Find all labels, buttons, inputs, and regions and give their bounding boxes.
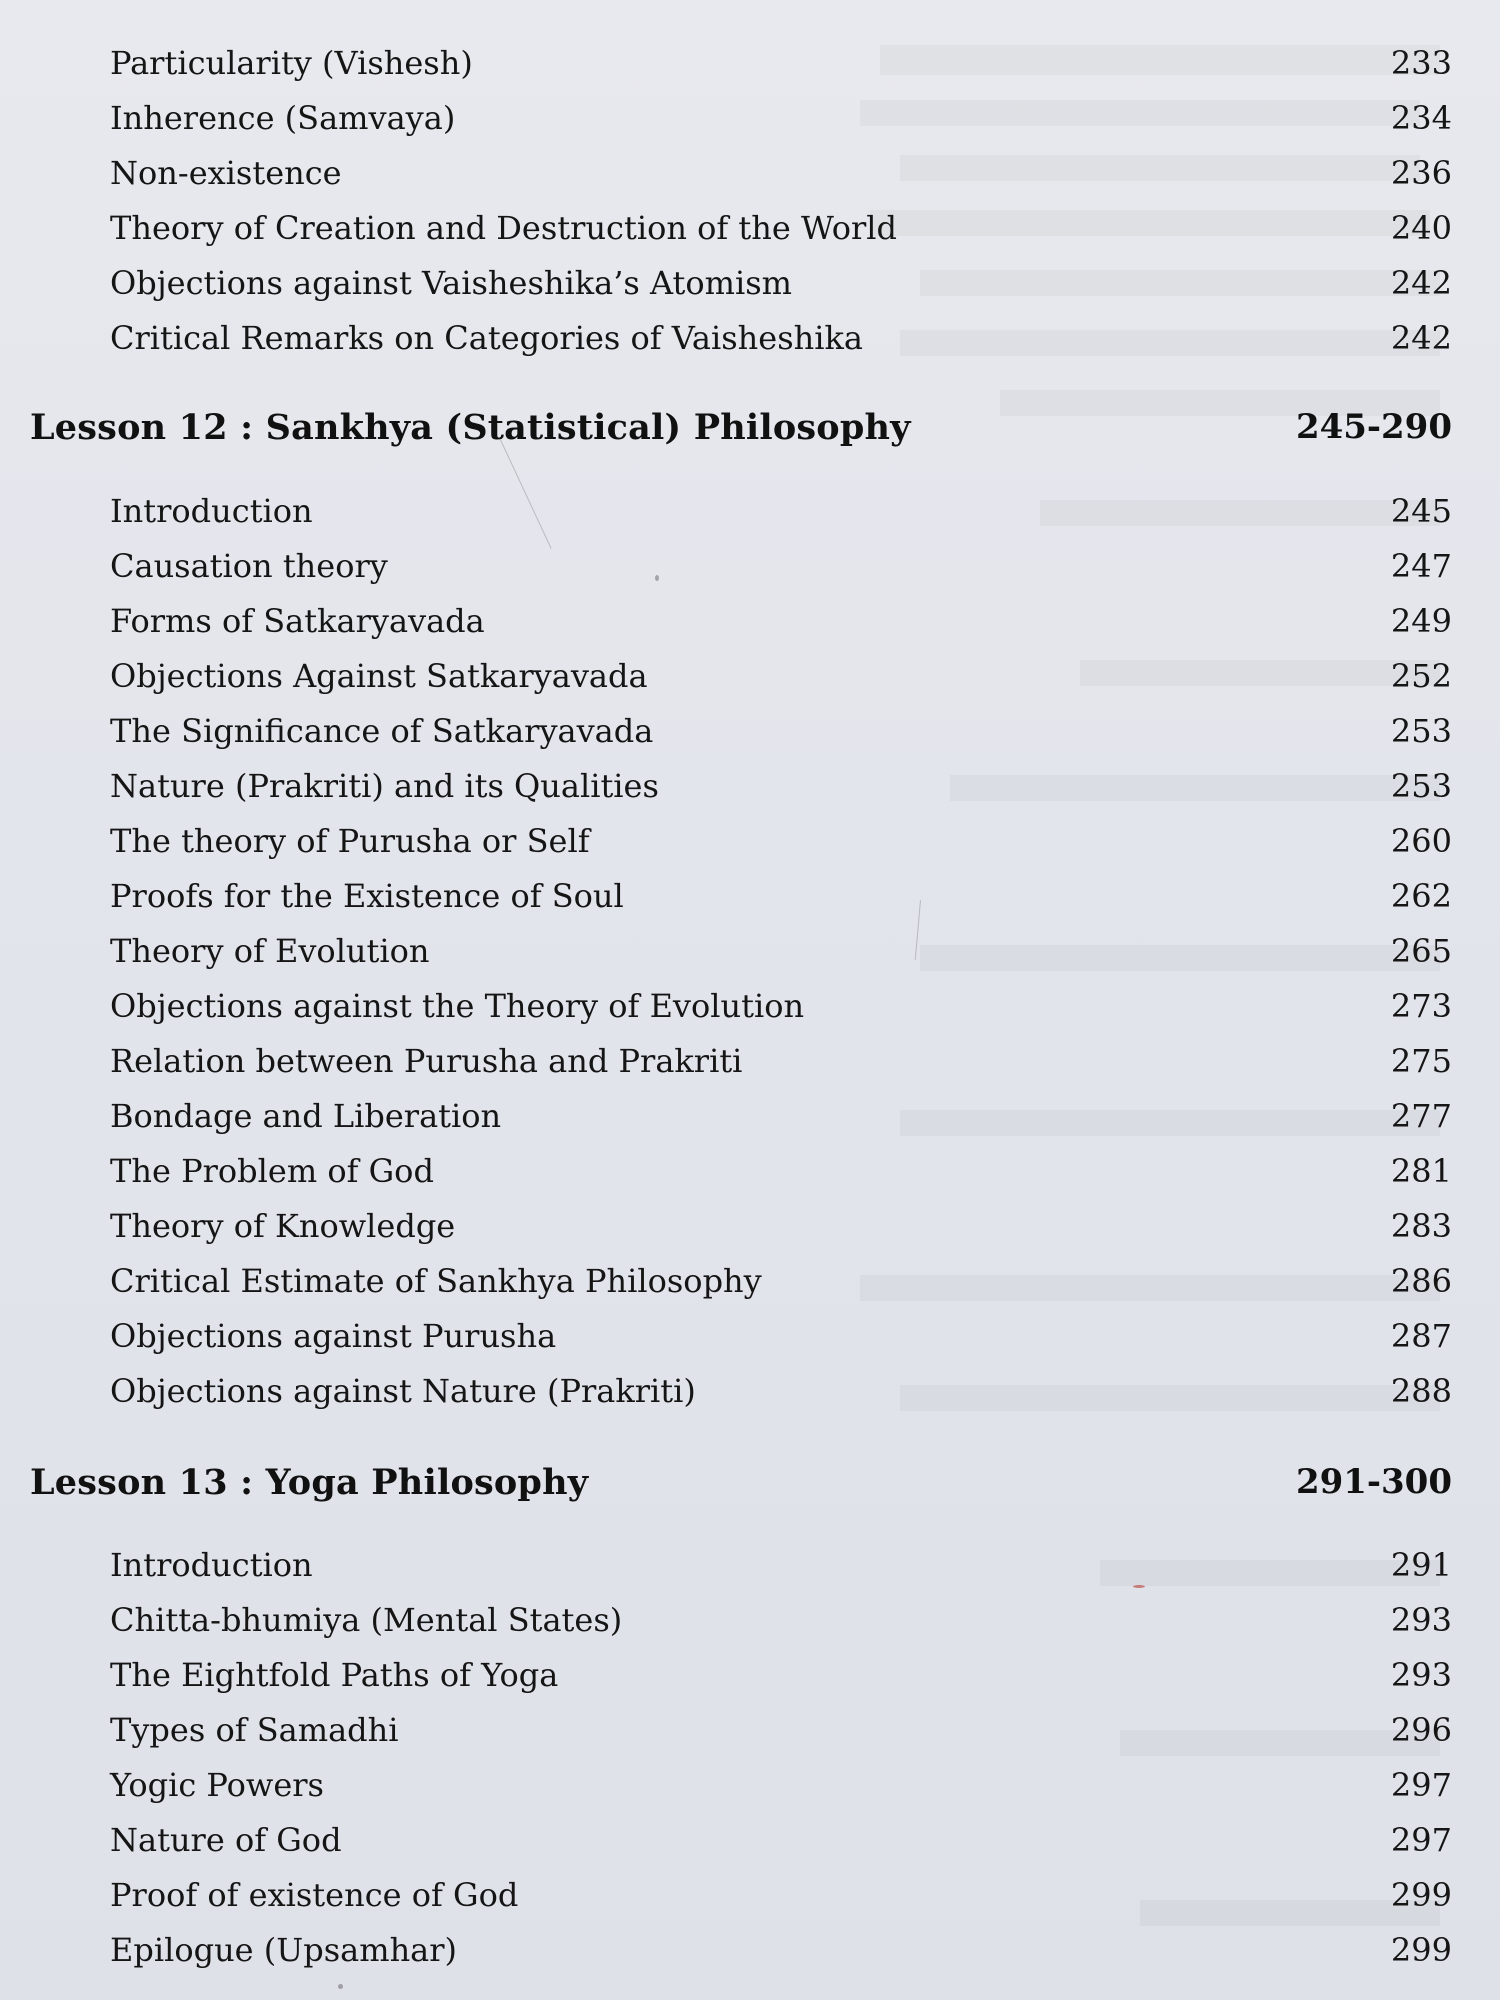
toc-entry-title: Forms of Satkaryavada	[110, 602, 485, 640]
scan-speck	[655, 575, 659, 581]
toc-entry[interactable]	[110, 1766, 1452, 1816]
lesson-title: Lesson 12 : Sankhya (Statistical) Philosophy	[30, 407, 911, 448]
toc-entry-page: 288	[1390, 1372, 1452, 1410]
toc-entry-page: 240	[1390, 209, 1452, 247]
toc-entry-page: 260	[1390, 822, 1452, 860]
lesson-title: Lesson 13 : Yoga Philosophy	[30, 1462, 589, 1503]
toc-entry[interactable]	[110, 987, 1452, 1037]
lesson-page-range: 245-290	[1295, 407, 1452, 447]
toc-entry[interactable]	[110, 547, 1452, 597]
toc-entry-page: 249	[1390, 602, 1452, 640]
toc-entry[interactable]	[110, 712, 1452, 762]
toc-entry[interactable]	[110, 1931, 1452, 1981]
toc-entry-title: Theory of Creation and Destruction of the World	[110, 209, 897, 247]
toc-entry-title: Nature (Prakriti) and its Qualities	[110, 767, 659, 805]
toc-entry-page: 299	[1390, 1931, 1452, 1969]
toc-entry-page: 262	[1390, 877, 1452, 915]
toc-entry-title: Chitta-bhumiya (Mental States)	[110, 1601, 623, 1639]
toc-entry-title: Introduction	[110, 1546, 313, 1584]
toc-entry[interactable]	[110, 1711, 1452, 1761]
toc-entry-page: 281	[1390, 1152, 1452, 1190]
toc-entry[interactable]	[110, 1601, 1452, 1651]
toc-entry[interactable]	[110, 1876, 1452, 1926]
scan-speck	[338, 1984, 343, 1989]
toc-entry-title: Objections against Vaisheshika’s Atomism	[110, 264, 792, 302]
toc-entry-page: 299	[1390, 1876, 1452, 1914]
toc-entry-page: 234	[1390, 99, 1452, 137]
toc-entry-title: Inherence (Samvaya)	[110, 99, 456, 137]
toc-entry[interactable]	[110, 44, 1452, 94]
toc-entry[interactable]	[110, 822, 1452, 872]
lesson-12-heading[interactable]	[30, 407, 1452, 467]
toc-entry-title: Objections against Purusha	[110, 1317, 557, 1355]
toc-entry-page: 247	[1390, 547, 1452, 585]
toc-entry-page: 293	[1390, 1656, 1452, 1694]
toc-entry-title: Types of Samadhi	[110, 1711, 399, 1749]
toc-entry-page: 252	[1390, 657, 1452, 695]
toc-entry-page: 253	[1390, 712, 1452, 750]
toc-entry[interactable]	[110, 1152, 1452, 1202]
toc-entry[interactable]	[110, 1372, 1452, 1422]
toc-entry-page: 233	[1390, 44, 1452, 82]
toc-entry[interactable]	[110, 99, 1452, 149]
toc-entry[interactable]	[110, 602, 1452, 652]
toc-entry-page: 283	[1390, 1207, 1452, 1245]
toc-entry[interactable]	[110, 1546, 1452, 1596]
toc-entry[interactable]	[110, 1262, 1452, 1312]
toc-entry-title: Proofs for the Existence of Soul	[110, 877, 624, 915]
toc-entry-page: 253	[1390, 767, 1452, 805]
toc-entry-page: 245	[1390, 492, 1452, 530]
toc-entry[interactable]	[110, 1317, 1452, 1367]
toc-entry-page: 291	[1390, 1546, 1452, 1584]
toc-entry-title: Epilogue (Upsamhar)	[110, 1931, 458, 1969]
toc-entry-title: Critical Estimate of Sankhya Philosophy	[110, 1262, 762, 1300]
toc-entry-title: The Eightfold Paths of Yoga	[110, 1656, 559, 1694]
toc-entry[interactable]	[110, 264, 1452, 314]
toc-entry[interactable]	[110, 209, 1452, 259]
toc-entry[interactable]	[110, 932, 1452, 982]
toc-entry-title: Bondage and Liberation	[110, 1097, 502, 1135]
toc-entry-page: 296	[1390, 1711, 1452, 1749]
toc-entry-title: The theory of Purusha or Self	[110, 822, 590, 860]
toc-entry-title: Nature of God	[110, 1821, 342, 1859]
toc-entry[interactable]	[110, 319, 1452, 369]
toc-entry-page: 297	[1390, 1766, 1452, 1804]
toc-entry[interactable]	[110, 877, 1452, 927]
toc-entry[interactable]	[110, 767, 1452, 817]
toc-entry-title: The Problem of God	[110, 1152, 434, 1190]
toc-entry-page: 242	[1390, 319, 1452, 357]
toc-entry-page: 275	[1390, 1042, 1452, 1080]
toc-entry-page: 293	[1390, 1601, 1452, 1639]
toc-entry[interactable]	[110, 1097, 1452, 1147]
toc-entry[interactable]	[110, 657, 1452, 707]
toc-entry-title: Proof of existence of God	[110, 1876, 519, 1914]
toc-entry-title: The Significance of Satkaryavada	[110, 712, 654, 750]
toc-entry-page: 277	[1390, 1097, 1452, 1135]
toc-entry-title: Relation between Purusha and Prakriti	[110, 1042, 743, 1080]
toc-entry[interactable]	[110, 1821, 1452, 1871]
toc-entry-title: Theory of Knowledge	[110, 1207, 456, 1245]
lesson-page-range: 291-300	[1295, 1462, 1452, 1502]
toc-entry-page: 297	[1390, 1821, 1452, 1859]
toc-entry-title: Introduction	[110, 492, 313, 530]
toc-entry-title: Theory of Evolution	[110, 932, 430, 970]
toc-entry-title: Yogic Powers	[110, 1766, 324, 1804]
toc-entry-title: Causation theory	[110, 547, 388, 585]
toc-entry-page: 287	[1390, 1317, 1452, 1355]
toc-entry[interactable]	[110, 154, 1452, 204]
toc-entry[interactable]	[110, 492, 1452, 542]
toc-entry-page: 236	[1390, 154, 1452, 192]
toc-entry[interactable]	[110, 1656, 1452, 1706]
scan-speck	[1133, 1585, 1145, 1588]
toc-entry-title: Particularity (Vishesh)	[110, 44, 473, 82]
toc-entry-title: Non-existence	[110, 154, 342, 192]
toc-entry-title: Critical Remarks on Categories of Vaisheshika	[110, 319, 863, 357]
toc-entry-page: 286	[1390, 1262, 1452, 1300]
toc-entry-title: Objections against the Theory of Evolution	[110, 987, 805, 1025]
toc-entry-title: Objections Against Satkaryavada	[110, 657, 648, 695]
toc-entry-page: 273	[1390, 987, 1452, 1025]
toc-entry-title: Objections against Nature (Prakriti)	[110, 1372, 696, 1410]
toc-entry[interactable]	[110, 1042, 1452, 1092]
lesson-13-heading[interactable]	[30, 1462, 1452, 1522]
toc-entry-page: 265	[1390, 932, 1452, 970]
toc-entry[interactable]	[110, 1207, 1452, 1257]
toc-entry-page: 242	[1390, 264, 1452, 302]
